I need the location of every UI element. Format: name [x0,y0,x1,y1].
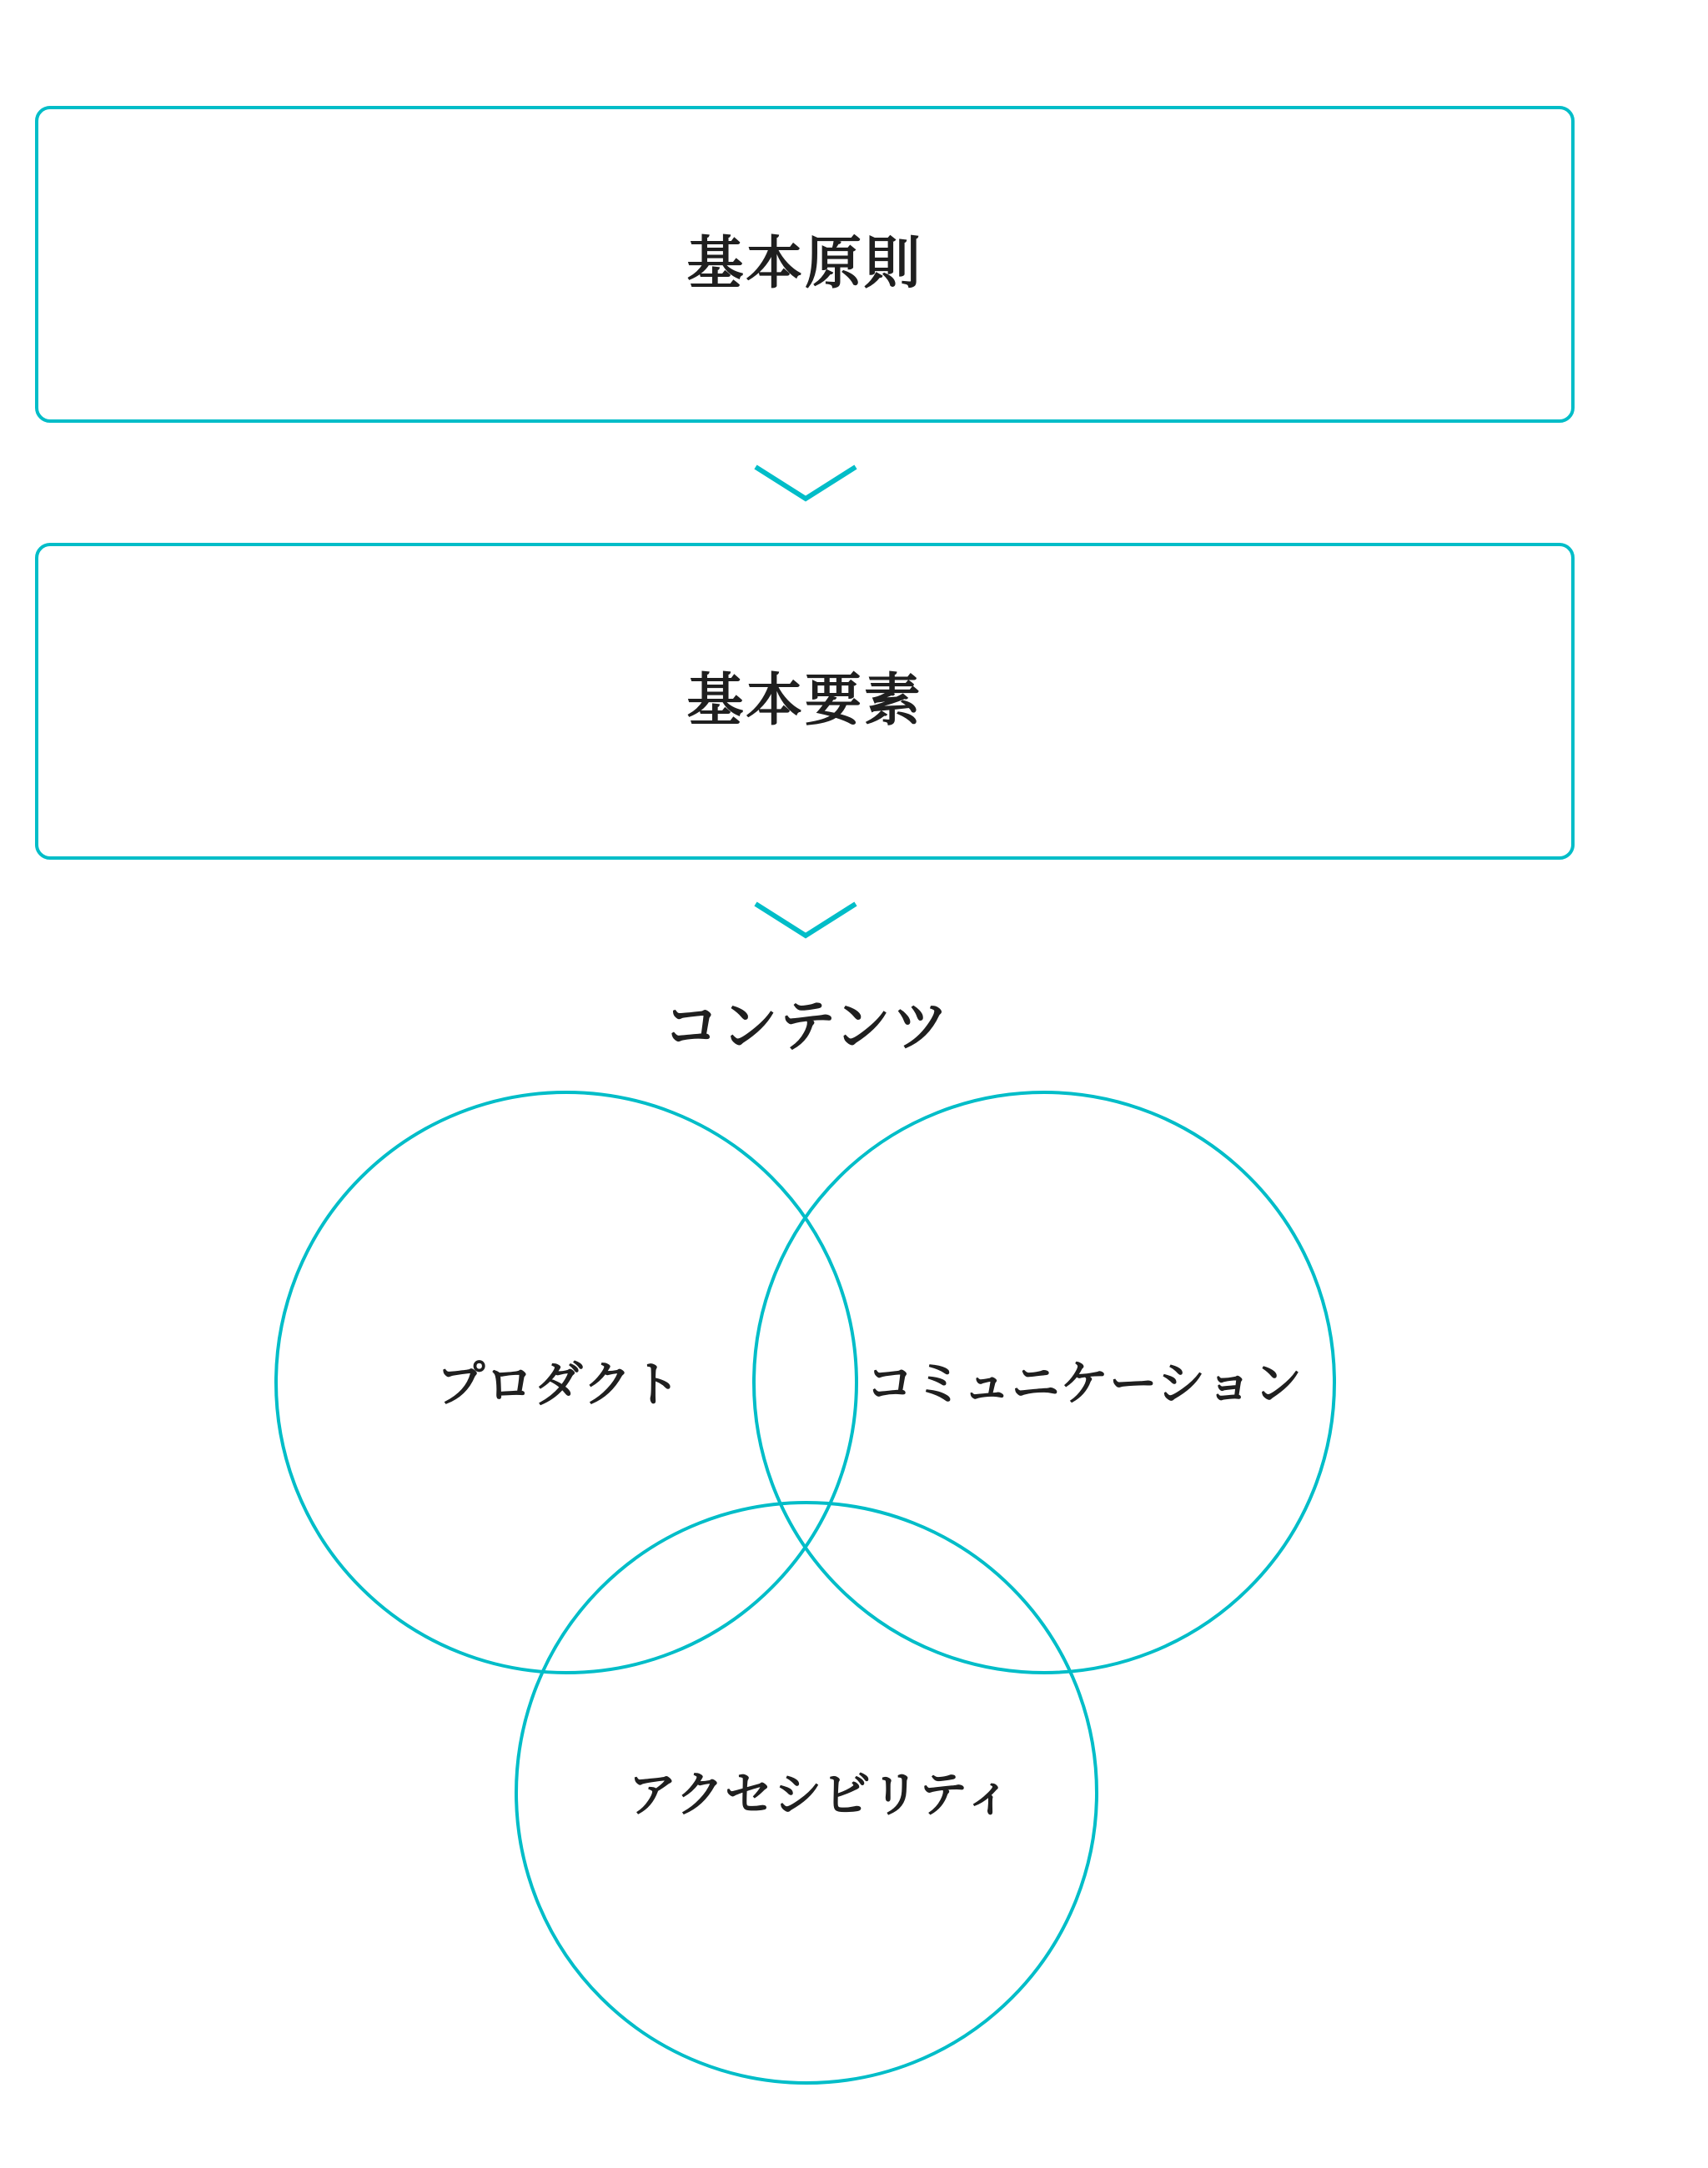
contents-heading: コンテンツ [663,994,950,1060]
venn-diagram [0,1084,1708,2168]
basic-principles-box [35,106,1575,423]
venn-label-accessibility: アクセシビリティ [628,1766,1013,1823]
venn-label-communication: コミュニケーション [866,1355,1303,1412]
basic-elements-box [35,543,1575,860]
chevron-down-icon [750,461,862,508]
basic-elements-label: 基本要素 [686,668,923,734]
chevron-down-icon [750,898,862,945]
basic-principles-label: 基本原則 [686,231,923,297]
venn-label-product: プロダクト [436,1356,681,1413]
